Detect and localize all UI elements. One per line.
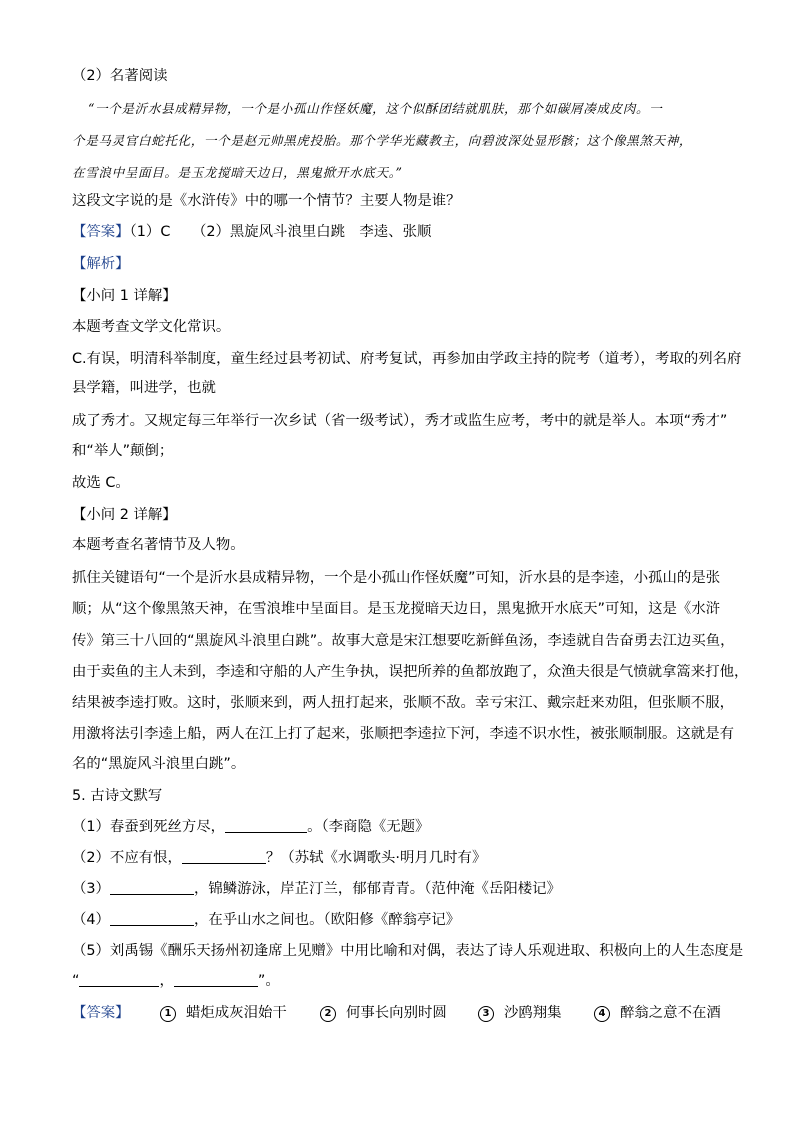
analysis-text: 结果被李逵打败。这时，张顺来到，两人扭打起来，张顺不敌。幸亏宋江、戴宗赶来劝阻，但张顺不服， — [72, 695, 734, 711]
analysis-tag: 【解析】 — [72, 256, 130, 272]
answer-blank — [182, 849, 266, 864]
poetry-item-5: （5）刘禹锡《酬乐天扬州初逢席上见赠》中用比喻和对偶，表达了诗人乐观进取、积极向上的人生态度是 — [72, 943, 744, 959]
quote-mark: “ — [72, 973, 80, 989]
poetry-source: ，锦鳞游泳，岸芷汀兰，郁郁青青。（范仲淹《岳阳楼记》 — [193, 881, 561, 897]
analysis-text: 本题考查文学文化常识。 — [72, 319, 231, 335]
poetry-prompt: （4） — [72, 912, 110, 928]
quote-line: 个是马灵官白蛇托化，一个是赵元帅黑虎投胎。那个学华光藏教主，向碧波深处显形骸；这个像黑煞天神， — [72, 133, 693, 148]
question-title: 5. 古诗文默写 — [72, 788, 163, 804]
answer-item-2 — [320, 1003, 447, 1023]
answer-line — [72, 222, 431, 242]
analysis-text: 名的“黑旋风斗浪里白跳”。 — [72, 756, 246, 772]
poetry-item-5-blanks — [72, 971, 280, 991]
circled-number-icon: 1 — [160, 1006, 176, 1022]
analysis-text: 由于卖鱼的主人未到，李逵和守船的人产生争执，误把所养的鱼都放跑了，众渔夫很是气愤就拿篙来打他， — [72, 664, 749, 680]
analysis-text: 传》第三十八回的“黑旋风斗浪里白跳”。故事大意是宋江想要吃新鲜鱼汤，李逵就自告奋勇去江边买鱼， — [72, 633, 735, 649]
poetry-item-3 — [72, 879, 561, 899]
question-text: 这段文字说的是《水浒传》中的哪一个情节？主要人物是谁？ — [72, 193, 461, 209]
answer-tag: 【答案】 — [72, 224, 130, 240]
separator: ， — [159, 973, 174, 989]
section-heading-reading: （2）名著阅读 — [72, 68, 168, 84]
quote-line: “一个是沂水县成精异物，一个是小孤山作怪妖魔，这个似酥团结就肌肤，那个如碳屑凑成皮肉。一 — [88, 101, 663, 116]
answer-blank — [225, 818, 307, 833]
answer-item-4 — [594, 1003, 721, 1023]
subquestion-title: 【小问 2 详解】 — [72, 507, 177, 523]
poetry-source: ？（苏轼《水调歌头·明月几时有》 — [265, 850, 487, 866]
subquestion-title: 【小问 1 详解】 — [72, 288, 177, 304]
answer-blank — [110, 911, 194, 926]
answer-text: 沙鸥翔集 — [504, 1005, 562, 1021]
answer-blank — [174, 972, 258, 987]
analysis-text: 县学籍，叫进学，也就 — [72, 380, 216, 396]
quote-mark: ”。 — [257, 973, 280, 989]
circled-number-icon: 2 — [320, 1006, 336, 1022]
analysis-text: 本题考查名著情节及人物。 — [72, 537, 245, 553]
poetry-source: 。（李商隐《无题》 — [307, 819, 430, 835]
analysis-text: 用激将法引李逵上船，两人在江上打了起来，张顺把李逵拉下河，李逵不识水性，被张顺制服。这就是有 — [72, 726, 734, 742]
poetry-item-1 — [72, 817, 429, 837]
circled-number-icon: 4 — [594, 1006, 610, 1022]
poetry-item-4 — [72, 910, 460, 930]
quote-line: 在雪浪中呈面目。是玉龙搅暗天边日，黑鬼掀开水底天。” — [72, 165, 403, 180]
answer-item-3 — [478, 1003, 562, 1023]
analysis-text: 成了秀才。又规定每三年举行一次乡试（省一级考试），秀才或监生应考，考中的就是举人。本项“秀才” — [72, 413, 728, 429]
answer-text: 蜡炬成灰泪始干 — [186, 1005, 287, 1021]
answer-blank — [110, 880, 194, 895]
answer-text: 何事长向别时圆 — [346, 1005, 447, 1021]
analysis-text: 顺；从“这个像黑煞天神，在雪浪堆中呈面目。是玉龙搅暗天边日，黑鬼掀开水底天”可知，这是《水浒 — [72, 601, 721, 617]
answer-text: （1）C （2）黑旋风斗浪里白跳 李逵、张顺 — [129, 224, 432, 240]
poetry-prompt: （1）春蚕到死丝方尽， — [72, 819, 226, 835]
poetry-prompt: （2）不应有恨， — [72, 850, 182, 866]
analysis-text: 故选 C。 — [72, 475, 130, 491]
analysis-text: 抓住关键语句“一个是沂水县成精异物，一个是小孤山作怪妖魔”可知，沂水县的是李逵，小孤山的是张 — [72, 570, 721, 586]
answer-tag: 【答案】 — [72, 1005, 130, 1021]
poetry-prompt: （3） — [72, 881, 110, 897]
analysis-text: 和“举人”颠倒； — [72, 443, 174, 459]
analysis-text: C.有误，明清科举制度，童生经过县考初试、府考复试，再参加由学政主持的院考（道考），考取的列名府 — [72, 351, 742, 367]
poetry-item-2 — [72, 848, 486, 868]
answer-text: 醉翁之意不在酒 — [620, 1005, 721, 1021]
poetry-source: ，在乎山水之间也。（欧阳修《醉翁亭记》 — [193, 912, 461, 928]
answer-blank — [79, 972, 159, 987]
circled-number-icon: 3 — [478, 1006, 494, 1022]
answer-item-1 — [160, 1003, 287, 1023]
